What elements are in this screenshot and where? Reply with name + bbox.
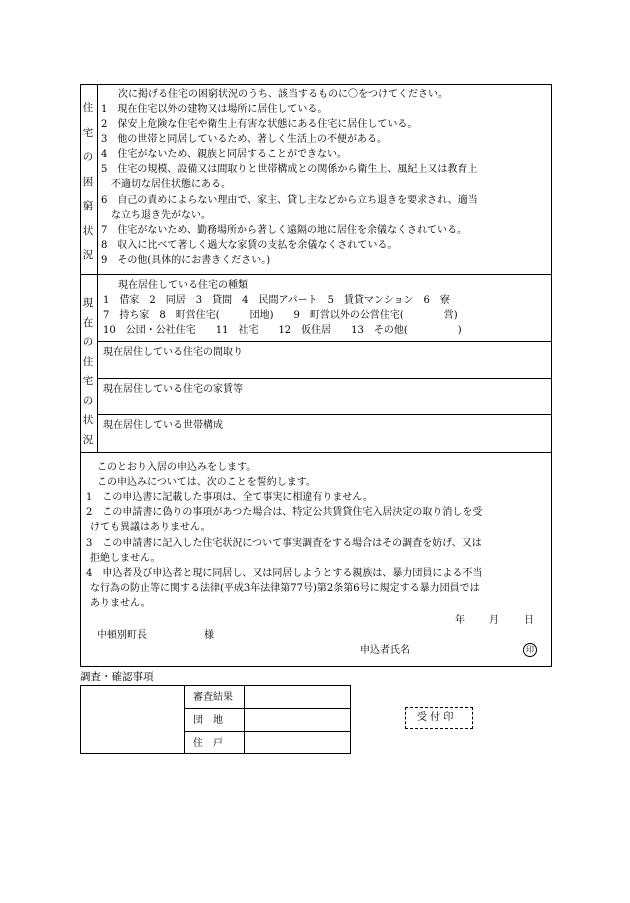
hardship-item-7: 7 住宅がないため、勤務場所から著しく遠隔の地に居住を余儀なくされている。: [101, 225, 467, 236]
pledge-line-1: このとおり入居の申込みをします。: [97, 462, 257, 473]
survey-row-complex: 団 地: [193, 715, 223, 726]
survey-row-review-result: 審査結果: [193, 692, 233, 703]
survey-title: 調査・確認事項: [80, 671, 154, 683]
hardship-item-4: 4 住宅がないため、親族と同居することができない。: [101, 149, 347, 160]
pledge-item-2: 2 この申請書に偽りの事項があつた場合は、特定公共賃貸住宅入居決定の取り消しを受: [86, 507, 483, 518]
survey-row-divider-1: [184, 708, 351, 709]
hardship-item-2: 2 保安上危険な住宅や衛生上有害な状態にある住宅に居住している。: [101, 119, 418, 130]
pledge-item-3: 3 この申請書に記入した住宅状況について事実調査をする場合はその調査を妨げ、又は: [86, 538, 482, 549]
survey-row-divider-2: [184, 731, 351, 732]
vertical-label-char: 状: [82, 414, 94, 426]
housing-type-line-3: 10 公団・公社住宅 11 社宅 12 仮住居 13 その他( ): [103, 325, 462, 336]
hardship-item-9: 9 その他(具体的にお書きください。): [101, 255, 271, 266]
vertical-label-char: の: [82, 336, 94, 348]
hardship-item-1: 1 現在住宅以外の建物又は場所に居住している。: [101, 104, 328, 115]
hardship-item-6-cont: な立ち退き先がない。: [111, 210, 211, 221]
vertical-label-char: 宅: [82, 375, 94, 387]
date-year: 年: [455, 615, 465, 626]
vertical-label-char: 在: [82, 316, 94, 329]
survey-row-unit: 住 戸: [193, 738, 223, 749]
vertical-label-char: 住: [82, 355, 94, 368]
hardship-item-8: 8 収入に比べて著しく過大な家賃の支払を余儀なくされている。: [101, 240, 398, 251]
vertical-label-char: 困: [82, 175, 94, 188]
rent-label: 現在居住している住宅の家賃等: [103, 384, 243, 395]
vertical-label-char: 宅: [82, 126, 94, 139]
addressee-honorific: 様: [204, 630, 214, 641]
hardship-item-5-cont: 不適切な居住状態にある。: [111, 179, 231, 190]
date-day: 日: [524, 615, 534, 626]
date-month: 月: [489, 615, 499, 626]
layout-label: 現在居住している住宅の間取り: [103, 347, 243, 358]
pledge-item-4-cont-2: ありません。: [90, 598, 151, 609]
row-divider-layout: [97, 341, 552, 342]
vertical-label-char: の: [82, 151, 94, 163]
vertical-label-char: 況: [82, 249, 94, 261]
pledge-item-4-cont-1: な行為の防止等に関する法律(平成3年法律第77号)第2条第6号に規定する暴力団員では: [90, 583, 480, 594]
pledge-line-2: この申込みについては、次のことを誓約します。: [97, 477, 316, 488]
vertical-label-char: 窮: [82, 200, 94, 212]
vertical-label-char: 現: [82, 297, 94, 309]
household-label: 現在居住している世帯構成: [103, 420, 223, 431]
hardship-item-5: 5 住宅の規模、設備又は間取りと世帯構成との関係から衛生上、風紀上又は教育上: [101, 164, 478, 175]
survey-left-divider: [184, 685, 185, 754]
pledge-item-2-cont: けても異議はありません。: [90, 522, 211, 533]
reception-stamp-label: 受 付 印: [417, 712, 454, 723]
pledge-item-1: 1 この申込書に記載した事項は、全て事実に相違有りません。: [86, 492, 373, 503]
hardship-item-3: 3 他の世帯と同居しているため、著しく生活上の不便がある。: [101, 134, 387, 145]
addressee: 中頓別町長: [97, 630, 147, 641]
survey-label-divider: [244, 685, 245, 754]
row-divider-rent: [97, 378, 552, 379]
housing-type-line-2: 7 持ち家 8 町営住宅( 団地) 9 町営以外の公営住宅( 営): [103, 310, 458, 321]
applicant-name-label: 申込者氏名: [360, 645, 410, 656]
vertical-label-char: 状: [82, 224, 94, 237]
pledge-item-4: 4 申込者及び申込者と現に同居し、又は同居しようとする親族は、暴力団員による不当: [86, 568, 483, 579]
hardship-intro: 次に掲げる住宅の困窮状況のうち、該当するものに〇をつけてください。: [118, 89, 448, 100]
row-divider-household: [97, 414, 552, 415]
housing-type-line-1: 1 借家 2 同居 3 貸間 4 民間アパート 5 賃貸マンション 6 寮: [103, 295, 450, 306]
seal-mark: 印: [523, 643, 537, 657]
pledge-item-3-cont: 拒絶しません。: [90, 553, 161, 564]
hardship-item-6: 6 自己の責めによらない理由で、家主、貸し主などから立ち退きを要求され、適当: [101, 195, 478, 206]
vertical-label-char: 況: [82, 433, 94, 446]
housing-type-heading: 現在居住している住宅の種類: [118, 280, 248, 291]
vertical-label-char: の: [82, 394, 94, 407]
vertical-label-char: 住: [82, 102, 94, 114]
